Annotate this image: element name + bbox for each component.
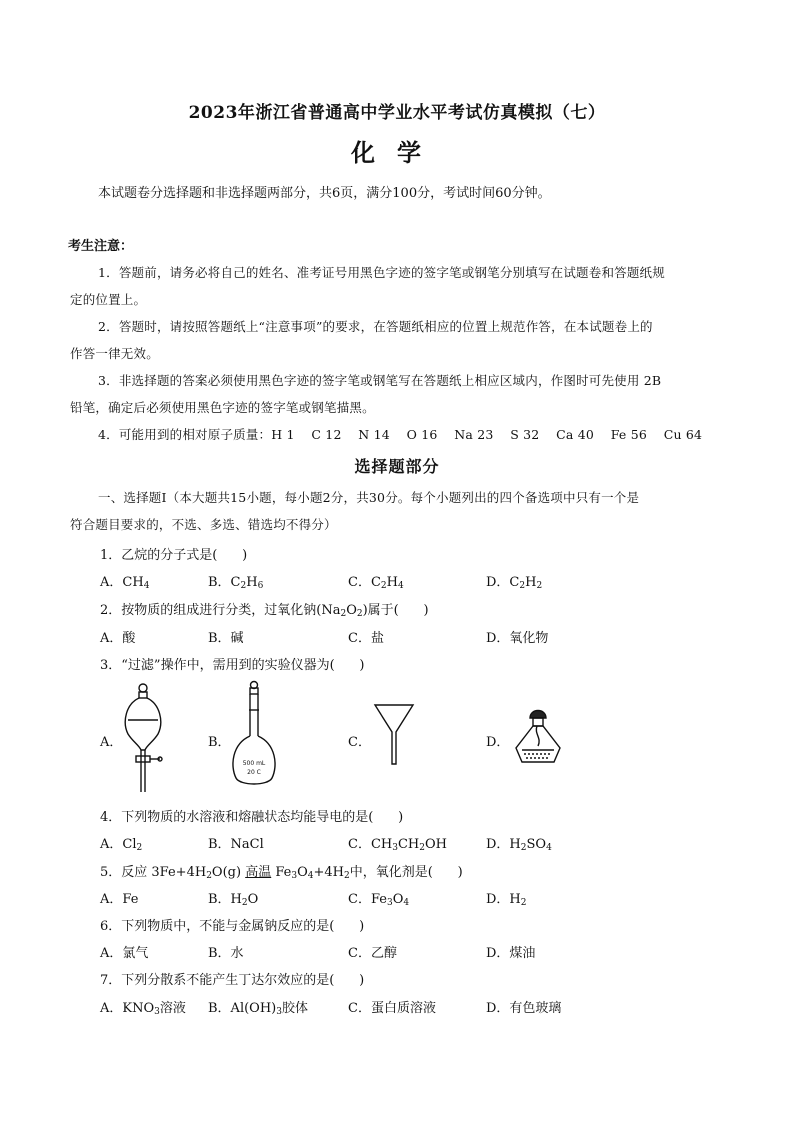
notice-3-line2: 铅笔，确定后必须使用黑色字迹的签字笔或钢笔描黑。	[70, 400, 375, 415]
q2-option-c: C．盐	[348, 631, 384, 646]
funnel-image	[372, 702, 416, 766]
q4-option-d: D．$H_2SO_4$	[486, 837, 552, 853]
q4-option-c: C．$CH_3CH_2OH$	[348, 837, 447, 853]
q7-stem: 7．下列分散系不能产生丁达尔效应的是( )	[100, 973, 365, 988]
alcohol-lamp-image	[510, 704, 566, 768]
q3-option-c: C．	[348, 735, 371, 750]
q5-option-d: D．$H_2$	[486, 892, 527, 908]
q2-stem: 2．按物质的组成进行分类，过氧化钠$(Na_2O_2)$属于( )	[100, 603, 429, 619]
section-title: 选择题部分	[354, 457, 440, 476]
q2-option-d: D．氧化物	[486, 631, 549, 646]
flask-label-volume: 500 mL	[242, 760, 266, 767]
exam-title: 2023年浙江省普通高中学业水平考试仿真模拟（七）	[188, 103, 606, 123]
q7-option-d: D．有色玻璃	[486, 1001, 562, 1016]
q1-option-b: B．$C_2H_6$	[208, 575, 264, 591]
separatory-funnel-image	[118, 682, 168, 794]
q6-option-d: D．煤油	[486, 946, 536, 961]
q7-option-b: B．$Al(OH)_3$胶体	[208, 1001, 308, 1017]
notice-2-line1: 2．答题时，请按照答题纸上“注意事项”的要求，在答题纸相应的位置上规范作答，在本试题卷上的	[98, 319, 653, 334]
q4-stem: 4．下列物质的水溶液和熔融状态均能导电的是( )	[100, 810, 404, 825]
q5-option-c: C．$Fe_3O_4$	[348, 892, 410, 908]
q5-stem: 5．反应 $3Fe+4H_2O(g)$ 高温 $Fe_3O_4+4H_2$中，氧化剂是( )	[100, 865, 463, 881]
q5-option-b: B．$H_2O$	[208, 892, 259, 908]
notice-1-line2: 定的位置上。	[70, 292, 147, 307]
q1-option-c: C．$C_2H_4$	[348, 575, 404, 591]
reaction-condition: 高温	[245, 865, 272, 880]
notice-heading: 考生注意：	[68, 239, 134, 254]
q1-option-d: D．$C_2H_2$	[486, 575, 543, 591]
notice-4-atomic-masses: 4．可能用到的相对原子质量：H 1 C 12 N 14 O 16 Na 23 S 32 Ca 40 Fe 56 Cu 64	[98, 427, 703, 442]
q4-option-a: A．$Cl_2$	[100, 837, 143, 853]
q1-stem: 1．乙烷的分子式是( )	[100, 548, 248, 563]
q4-option-b: B．NaCl	[208, 837, 264, 852]
part1-header-line2: 符合题目要求的，不选、多选、错选均不得分）	[70, 517, 337, 532]
q3-stem: 3．“过滤”操作中，需用到的实验仪器为( )	[100, 658, 365, 673]
flask-label-temp: 20 C	[247, 769, 261, 776]
q2-option-b: B．碱	[208, 631, 244, 646]
q2-option-a: A．酸	[100, 631, 136, 646]
notice-1-line1: 1．答题前，请务必将自己的姓名、准考证号用黑色字迹的签字笔或钢笔分别填写在试题卷和答题纸规	[98, 265, 665, 280]
q5-option-a: A．Fe	[100, 892, 139, 907]
q3-option-b: B．	[208, 735, 231, 750]
q1-option-a: A．$CH_4$	[100, 575, 150, 591]
q6-option-b: B．水	[208, 946, 244, 961]
notice-2-line2: 作答一律无效。	[70, 346, 159, 361]
q7-option-a: A．$KNO_3$溶液	[100, 1001, 186, 1017]
q6-stem: 6．下列物质中，不能与金属钠反应的是( )	[100, 919, 365, 934]
q3-option-a: A．	[100, 735, 123, 750]
volumetric-flask-image	[228, 680, 280, 790]
part1-header-line1: 一、选择题Ⅰ（本大题共15小题，每小题2分，共30分。每个小题列出的四个备选项中只有一个是	[98, 490, 640, 505]
subject-title: 化学	[351, 138, 443, 167]
q6-option-a: A．氯气	[100, 946, 149, 961]
q6-option-c: C．乙醇	[348, 946, 397, 961]
intro-text: 本试题卷分选择题和非选择题两部分，共6页，满分100分，考试时间60分钟。	[98, 186, 551, 201]
q3-option-d: D．	[486, 735, 510, 750]
notice-3-line1: 3．非选择题的答案必须使用黑色字迹的签字笔或钢笔写在答题纸上相应区域内，作图时可先使用 2B	[98, 373, 662, 388]
q7-option-c: C．蛋白质溶液	[348, 1001, 436, 1016]
